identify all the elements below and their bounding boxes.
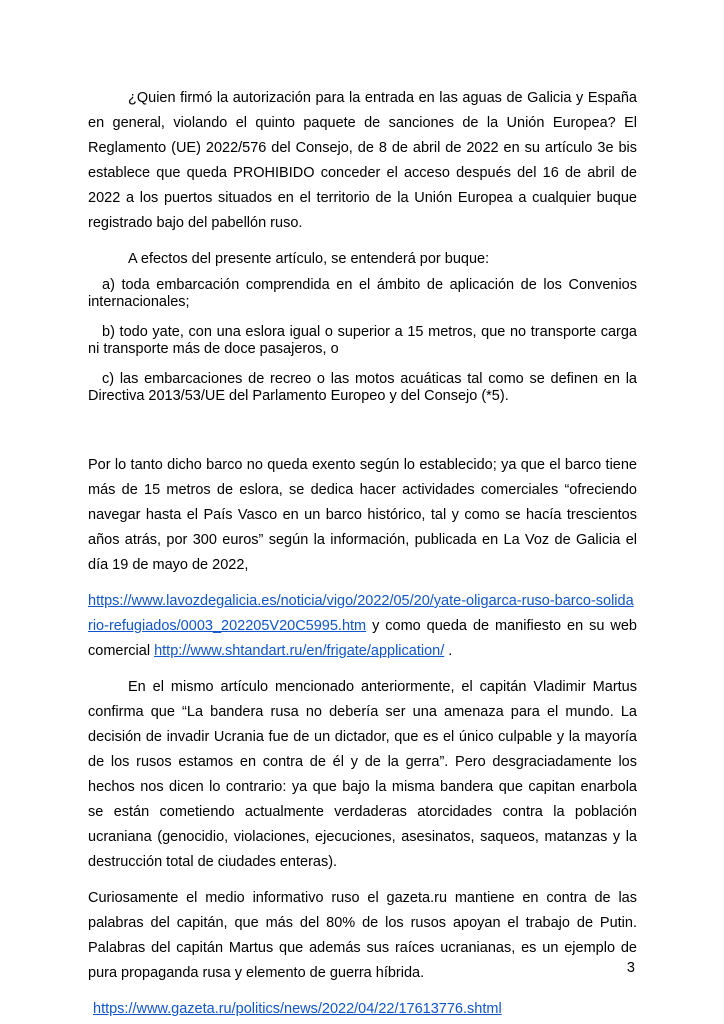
- paragraph-links: [88, 589, 637, 664]
- paragraph-gazeta: Curiosamente el medio informativo ruso el gazeta.ru mantiene en contra de las palabras del capitán, que más del 80% de los rusos apoyan el trabajo de Putin. Palabras del capitán Martus que además sus raíces ucranianas, es un ejemplo de pura propaganda rusa y elemento de guerra híbrida.: [88, 890, 637, 981]
- link-shtandart[interactable]: http://www.shtandart.ru/en/frigate/application/: [154, 643, 445, 659]
- paragraph-intro: ¿Quien firmó la autorización para la entrada en las aguas de Galicia y España en general, violando el quinto paquete de sanciones de la Unión Europea? El Reglamento (UE) 2022/576 del Consejo, de 8 de abril de 2022 en su artículo 3e bis establece que queda PROHIBIDO conceder el acceso después del 16 de abril de 2022 a los puertos situados en el territorio de la Unión Europea a cualquier buque registrado bajo del pabellón ruso.: [88, 90, 637, 231]
- link-gazeta[interactable]: https://www.gazeta.ru/politics/news/2022/04/22/17613776.shtml: [93, 1001, 502, 1017]
- paragraph-gazeta-link: [88, 997, 637, 1022]
- list-item-b: b) todo yate, con una eslora igual o superior a 15 metros, que no transporte carga ni transporte más de doce pasajeros, o: [88, 324, 637, 357]
- links-paragraph-tail: .: [444, 643, 453, 659]
- page-number: 3: [626, 960, 635, 976]
- paragraph-barco: Por lo tanto dicho barco no queda exento según lo establecido; ya que el barco tiene más de 15 metros de eslora, se dedica hacer actividades comerciales “ofreciendo navegar hasta el País Vasco en un barco histórico, tal y como se hacía trescientos años atrás, por 300 euros” según la información, publicada en La Voz de Galicia el día 19 de mayo de 2022,: [88, 457, 637, 573]
- list-item-c: c) las embarcaciones de recreo o las motos acuáticas tal como se definen en la Directiva 2013/53/UE del Parlamento Europeo y del Consejo (*5).: [88, 371, 637, 404]
- list-item-a: a) toda embarcación comprendida en el ámbito de aplicación de los Convenios internacionales;: [88, 277, 637, 310]
- links-paragraph-text: y como queda de manifiesto en su web comercial: [88, 618, 637, 659]
- document-content: [88, 86, 637, 1022]
- paragraph-efectos: A efectos del presente artículo, se entenderá por buque:: [128, 251, 490, 267]
- link-lavozdegalicia[interactable]: https://www.lavozdegalicia.es/noticia/vigo/2022/05/20/yate-oligarca-ruso-barco-solidario-refugiados/0003_202205V20C5995.htm: [88, 593, 634, 634]
- paragraph-martus: En el mismo artículo mencionado anteriormente, el capitán Vladimir Martus confirma que “La bandera rusa no debería ser una amenaza para el mundo. La decisión de invadir Ucrania fue de un dictador, que es el único culpable y la mayoría de los rusos estamos en contra de él y de la gerra”. Pero desgraciadamente los hechos nos dicen lo contrario: ya que bajo la misma bandera que capitan enarbola se están cometiendo actualmente verdaderas atorcidades contra la población ucraniana (genocidio, violaciones, ejecuciones, asesinatos, saqueos, matanzas y la destrucción total de ciudades enteras).: [88, 679, 637, 870]
